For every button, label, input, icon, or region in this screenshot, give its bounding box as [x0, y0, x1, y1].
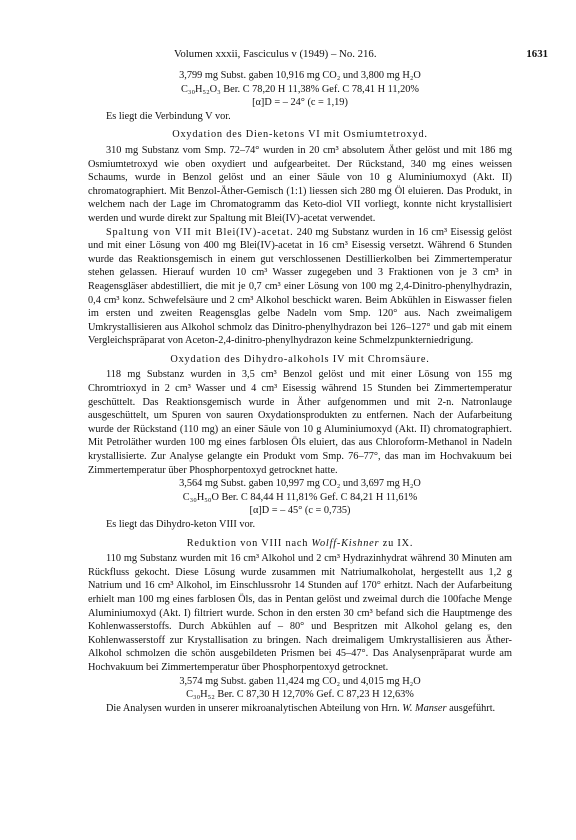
section-heading — [88, 537, 512, 551]
note-name: W. Manser — [402, 702, 447, 714]
note-text: ausgeführt. — [446, 702, 496, 714]
optical-rotation: [α]D = – 24° (c = 1,19) — [252, 97, 348, 109]
section-heading: Oxydation des Dihydro-alkohols IV mit Chromsäure. — [170, 353, 430, 365]
conclusion-line: Es liegt die Verbindung V vor. — [106, 110, 231, 122]
analysis-line: 3,564 mg Subst. gaben 10,997 mg CO₂ und 3,697 mg H₂O — [179, 478, 421, 490]
section-heading: Oxydation des Dien-ketons VI mit Osmiumtetroxyd. — [172, 129, 428, 141]
page-number: 1631 — [526, 48, 548, 60]
paragraph: 110 mg Substanz wurden mit 16 cm³ Alkohol und 2 cm³ Hydrazinhydrat während 30 Minuten am Rückfluss gekocht. Diese Lösung wurde zusammen mit Natriumalkoholat, hergestellt aus 1,2 g Natrium und 16 cm³ Alkohol, im Einschlussrohr 14 Stunden auf 170° erhitzt. Nach der Aufarbeitung erhielt man 100 mg eines farblosen Öls, das in Pentan gelöst und zweimal durch die 100fache Menge Aluminiumoxyd (Akt. I) filtriert wurde. Schon in den ersten 30 cm³ befand sich die Hauptmenge des Kohlenwasserstoffs. Durch Abkühlen auf – 80° und Bespritzen mit Alkohol gelang es, den Kohlenwasserstoff zur Krystallisation zu bringen. Nach dreimaligem Umkrystallisieren aus Äther-Alkohol schmolzen die schön ausgebildeten Prismen bei 45–47°. Das Analysenpräparat wurde am Hochvakuum bei Zimmertemperatur über Phosphorpentoxyd getrocknet. — [88, 553, 512, 673]
analysis-line: 3,799 mg Subst. gaben 10,916 mg CO₂ und 3,800 mg H₂O — [179, 70, 421, 81]
analysis-line: 3,574 mg Subst. gaben 11,424 mg CO₂ und 4,015 mg H₂O — [179, 675, 421, 687]
paragraph-lead: Spaltung von VII mit Blei(IV)-acetat. — [106, 226, 294, 238]
journal-title: Volumen xxxii, Fasciculus v (1949) – No. 216. — [174, 48, 377, 60]
optical-rotation: [α]D = – 45° (c = 0,735) — [249, 505, 351, 517]
paragraph — [88, 226, 512, 348]
analysis-formula: C₃₀H₅₂ Ber. C 87,30 H 12,70% Gef. C 87,23 H 12,63% — [186, 689, 414, 701]
article-body — [88, 69, 512, 715]
heading-text: Reduktion von VIII nach — [186, 537, 312, 549]
analysis-formula: C₃₀H₅₂O₃ Ber. C 78,20 H 11,38% Gef. C 78,41 H 11,20% — [181, 83, 419, 95]
closing-note — [88, 702, 512, 716]
paragraph: 310 mg Substanz vom Smp. 72–74° wurden in 20 cm³ absolutem Äther gelöst und mit 186 mg Osmiumtetroxyd wie oben oxydiert und aufgearbeitet. Der Rückstand, 340 mg eines weissen Schaums, wurde in Benzol gelöst und an einer Säule von 10 g Aluminiumoxyd (Akt. II) chromatographiert. Mit Benzol-Äther-Gemisch (1:1) liessen sich 280 mg Öl eluieren. Das Produkt, in welchem nach der Lage im Chromatogramm das Keto-diol VII vorliegt, konnte nicht krystallisiert werden und wurde direkt zur Spaltung mit Blei(IV)-acetat verwendet. — [88, 144, 512, 224]
heading-name: Wolff-Kishner — [311, 537, 380, 549]
analysis-formula: C₃₀H₅₀O Ber. C 84,44 H 11,81% Gef. C 84,21 H 11,61% — [182, 491, 418, 503]
heading-text: zu IX. — [379, 537, 414, 549]
conclusion-line: Es liegt das Dihydro-keton VIII vor. — [106, 519, 256, 530]
paragraph-text: 240 mg Substanz wurden in 16 cm³ Eisessig gelöst und mit einer Lösung von 400 mg Blei(IV)-acetat in 16 cm³ Eisessig versetzt. Während 6 Stunden wurde das Reaktionsgemisch in einem gut verschlossenen Destillierkolben bei Zimmertemperatur stehen gelassen. Hierauf wurden 10 cm³ Wasser zugegeben und 3 Fraktionen von je 3 cm³ in Reagensgläser abdestilliert, die mit je 0,7 cm³ einer Lösung von 100 mg 2,4-Dinitro-phenylhydrazin, 0,4 cm³ konz. Schwefelsäure und 2 cm³ Alkohol beschickt waren. Beim Abkühlen in Eiswasser fielen im ersten und zweiten Reagensglas gelbe Nadeln vom Smp. 120° aus. Nach zweimaligem Umkrystallisieren aus Alkohol schmolz das Dinitro-phenylhydrazon bei 126–127° und gab mit einem Vergleichspräparat von Aceton-2,4-dinitro-phenylhydrazon keine Schmelzpunkterniedrigung. — [88, 226, 512, 347]
paragraph: 118 mg Substanz wurden in 3,5 cm³ Benzol gelöst und mit einer Lösung von 155 mg Chromtrioxyd in 2 cm³ Wasser und 4 cm³ Eisessig während 15 Stunden bei Zimmertemperatur geschüttelt. Das Reaktionsgemisch wurde in Äther aufgenommen und mit 2-n. Natronlauge ausgeschüttelt, um Spuren von sauren Oxydationsprodukten zu entfernen. Nach der Aufarbeitung wurde der Rückstand (110 mg) an einer Säule von 10 g Aluminiumoxyd (Akt. II) chromatographiert. Mit Petroläther wurden 100 mg eines farblosen Öls eluiert, das aus Chloroform-Methanol in Nadeln krystallisierte. Zur Analyse gelangte ein Produkt vom Smp. 76–77°, das man im Hochvakuum bei Zimmertemperatur über Phosphorpentoxyd getrocknet hatte. — [88, 369, 512, 476]
note-text: Die Analysen wurden in unserer mikroanalytischen Abteilung von Hrn. — [106, 702, 403, 714]
